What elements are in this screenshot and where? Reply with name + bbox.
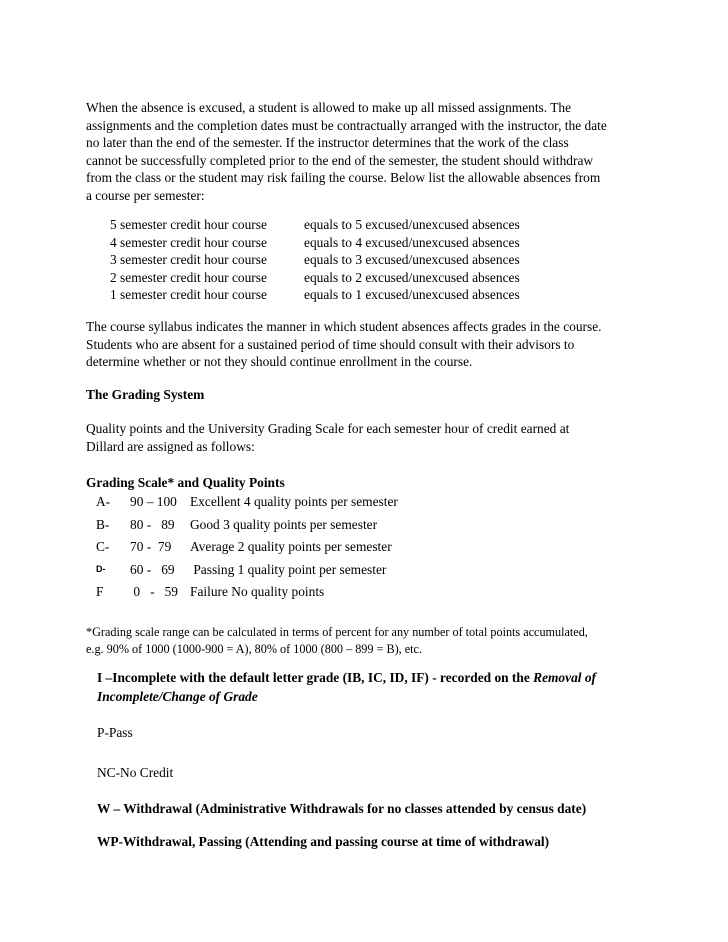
grade-description: Passing 1 quality point per semester bbox=[190, 561, 387, 577]
score-range: 70 - 79 bbox=[130, 539, 172, 554]
credit-hours-cell: 5 semester credit hour course bbox=[110, 217, 267, 232]
grading-scale-heading: Grading Scale* and Quality Points bbox=[86, 475, 285, 490]
grading-system-heading: The Grading System bbox=[86, 387, 205, 402]
credit-hours-cell: 2 semester credit hour course bbox=[110, 269, 267, 285]
table-row bbox=[96, 561, 398, 584]
absences-cell: equals to 1 excused/unexcused absences bbox=[304, 287, 520, 303]
table-row bbox=[96, 516, 398, 539]
text-line: Quality points and the University Grading Scale for each semester hour of credit earned at bbox=[86, 421, 570, 436]
text-line: a course per semester: bbox=[86, 187, 205, 203]
score-range: 90 – 100 bbox=[130, 494, 177, 509]
text-line: from the class or the student may risk failing the course. Below list the allowable absences from bbox=[86, 170, 601, 186]
table-row bbox=[110, 216, 520, 234]
credit-hours-cell: 1 semester credit hour course bbox=[110, 287, 267, 303]
letter-grade: B- bbox=[96, 516, 110, 532]
text-line: e.g. 90% of 1000 (1000-900 = A), 80% of 1000 (800 – 899 = B), etc. bbox=[86, 641, 422, 656]
incomplete-grade-entry bbox=[97, 668, 657, 706]
allowable-absences-table bbox=[110, 216, 520, 304]
letter-grade: C- bbox=[96, 539, 110, 554]
grade-description: Good 3 quality points per semester bbox=[190, 516, 378, 532]
score-range: 60 - 69 bbox=[130, 561, 175, 577]
text-line: no later than the end of the semester. If the instructor determines that the work of the class bbox=[86, 135, 569, 151]
text-line: Dillard are assigned as follows: bbox=[86, 438, 255, 454]
text-line: When the absence is excused, a student is allowed to make up all missed assignments. The bbox=[86, 100, 572, 115]
text-line: cannot be successfully completed prior to the end of the semester, the student should withdraw bbox=[86, 152, 594, 168]
text-line: determine whether or not they should continue enrollment in the course. bbox=[86, 354, 473, 370]
absence-policy-paragraph bbox=[86, 99, 656, 205]
text-line: assignments and the completion dates must be contractually arranged with the instructor, the date bbox=[86, 117, 607, 133]
score-range: 80 - 89 bbox=[130, 516, 175, 532]
table-row bbox=[96, 493, 398, 516]
incomplete-grade-text: I –Incomplete with the default letter grade (IB, IC, ID, IF) - recorded on the bbox=[97, 670, 534, 685]
credit-hours-cell: 3 semester credit hour course bbox=[110, 252, 267, 268]
withdrawal-passing-grade-entry: WP-Withdrawal, Passing (Attending and passing course at time of withdrawal) bbox=[97, 834, 550, 849]
grade-description: Excellent 4 quality points per semester bbox=[190, 494, 398, 509]
letter-grade: F bbox=[96, 584, 104, 599]
score-range: 0 - 59 bbox=[130, 584, 178, 599]
removal-form-name-continued: Incomplete/Change of Grade bbox=[97, 689, 258, 704]
text-line: The course syllabus indicates the manner in which student absences affects grades in the course. bbox=[86, 319, 602, 334]
absences-cell: equals to 5 excused/unexcused absences bbox=[304, 217, 520, 232]
absences-cell: equals to 2 excused/unexcused absences bbox=[304, 269, 520, 285]
grading-scale-table bbox=[96, 493, 398, 606]
credit-hours-cell: 4 semester credit hour course bbox=[110, 234, 267, 250]
text-line: Students who are absent for a sustained period of time should consult with their advisors to bbox=[86, 336, 575, 352]
grade-description: Failure No quality points bbox=[190, 584, 325, 599]
absences-cell: equals to 3 excused/unexcused absences bbox=[304, 252, 520, 268]
text-line: *Grading scale range can be calculated in terms of percent for any number of total points accumulated, bbox=[86, 625, 588, 639]
letter-grade: A- bbox=[96, 494, 111, 509]
table-row bbox=[110, 251, 520, 269]
syllabus-paragraph bbox=[86, 318, 656, 371]
table-row bbox=[110, 269, 520, 287]
pass-grade-entry: P-Pass bbox=[97, 725, 133, 740]
table-row bbox=[96, 583, 398, 606]
no-credit-grade-entry: NC-No Credit bbox=[97, 765, 174, 780]
withdrawal-grade-entry: W – Withdrawal (Administrative Withdrawals for no classes attended by census date) bbox=[97, 801, 587, 816]
table-row bbox=[110, 234, 520, 252]
table-row bbox=[110, 286, 520, 304]
quality-points-paragraph bbox=[86, 420, 656, 455]
grading-footnote bbox=[86, 624, 656, 657]
letter-grade: D- bbox=[96, 563, 106, 574]
absences-cell: equals to 4 excused/unexcused absences bbox=[304, 234, 520, 250]
table-row bbox=[96, 538, 398, 561]
removal-form-name: Removal of bbox=[533, 670, 596, 685]
grade-description: Average 2 quality points per semester bbox=[190, 539, 392, 554]
